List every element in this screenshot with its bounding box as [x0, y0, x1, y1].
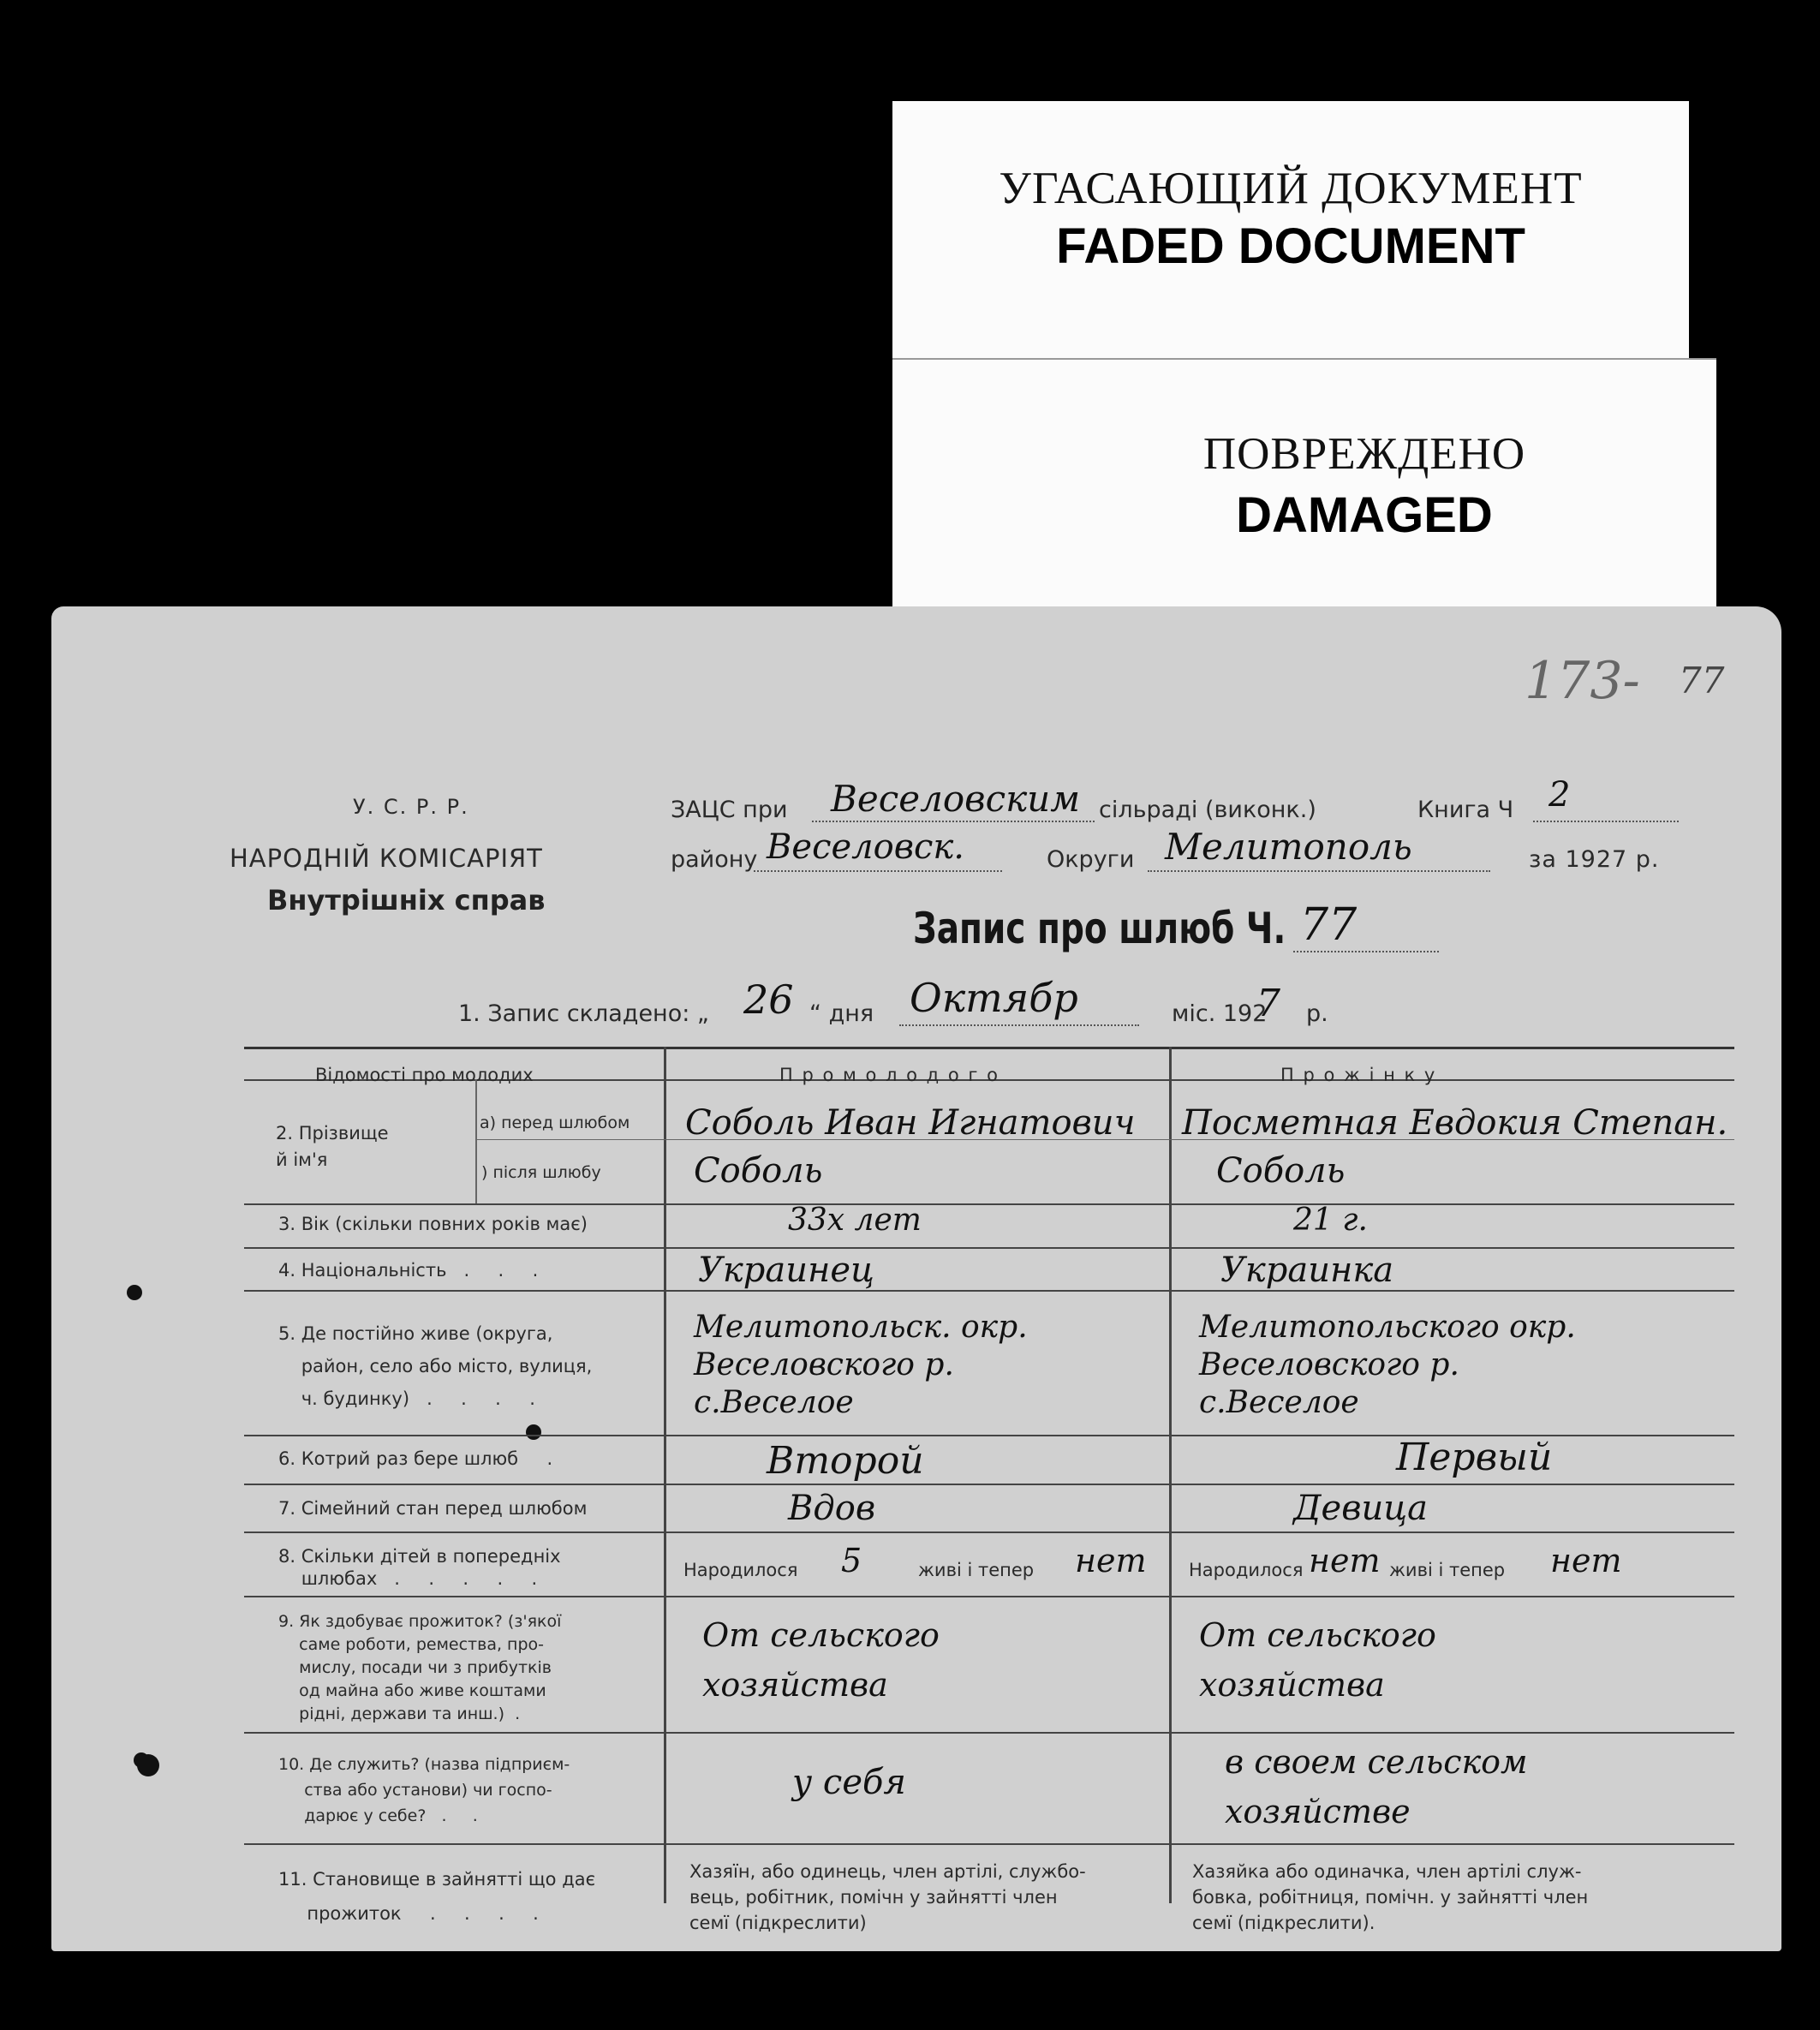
composed-year-digit: 7	[1256, 982, 1280, 1025]
col-bride-header: П р о ж і н к у	[1280, 1065, 1437, 1085]
workplace-label: 10. Де служить? (назва підприєм- ства або установи) чи госпо- дарює у себе? . .	[278, 1755, 570, 1825]
bride-age: 21 г.	[1293, 1203, 1368, 1238]
okrug-label: Округи	[1047, 846, 1135, 873]
nationality-label: 4. Національність . . .	[278, 1260, 539, 1281]
groom-born-label: Народилося	[683, 1560, 798, 1580]
zags-line	[812, 821, 1095, 822]
damaged-notice-en: DAMAGED	[1236, 487, 1493, 543]
after-marriage-label: ) після шлюбу	[481, 1163, 601, 1182]
faded-notice-en: FADED DOCUMENT	[1056, 218, 1525, 274]
zags-value: Веселовским	[831, 778, 1081, 820]
year-suffix: р.	[1306, 1000, 1328, 1027]
composed-label: 1. Запис складено: „	[458, 1000, 709, 1027]
groom-children-alive: нет	[1075, 1542, 1147, 1579]
bride-livelihood: От сельского хозяйства	[1199, 1616, 1436, 1704]
family-status-label: 7. Сімейний стан перед шлюбом	[278, 1498, 588, 1519]
okrug-value: Мелитополь	[1165, 826, 1412, 868]
residence-label: 5. Де постійно живе (округа, район, село або місто, вулиця, ч. будинку) . . . .	[278, 1323, 593, 1409]
book-line	[1533, 821, 1679, 822]
surname-label: 2. Прізвище й ім'я	[276, 1123, 389, 1170]
composed-day: 26	[743, 976, 794, 1023]
groom-name-after: Соболь	[694, 1151, 823, 1191]
groom-age: 33х лет	[788, 1203, 922, 1238]
bride-occupation: Хазяйка або одиначка, член артілі служ- бовка, робітниця, помічн. у зайнятті член семї (підкреслити).	[1192, 1861, 1589, 1933]
state-label: У. С. Р. Р.	[353, 795, 469, 819]
groom-children-born: 5	[841, 1542, 862, 1579]
day-label: “ дня	[809, 1000, 874, 1027]
book-value: 2	[1548, 775, 1571, 815]
record-number-line	[1293, 951, 1439, 952]
raion-value: Веселовск.	[767, 827, 964, 867]
groom-name-before: Соболь Иван Игнатович	[685, 1103, 1136, 1143]
punch-hole	[127, 1285, 142, 1300]
ministry-label: НАРОДНІЙ КОМІСАРІЯТ	[230, 844, 543, 873]
before-marriage-label: а) перед шлюбом	[480, 1114, 630, 1132]
selrada-label: сільраді (виконк.)	[1099, 797, 1316, 823]
faded-notice-ru: УГАСАЮЩИЙ ДОКУМЕНТ	[999, 164, 1583, 213]
punch-hole	[137, 1754, 159, 1776]
damaged-document-notice	[892, 358, 1716, 642]
bride-born-label: Народилося	[1189, 1560, 1304, 1580]
archive-number: 173-	[1525, 651, 1640, 711]
marriage-number-label: 6. Котрий раз бере шлюб .	[278, 1448, 553, 1469]
month-line	[899, 1024, 1139, 1026]
bride-alive-label: живі і тепер	[1389, 1560, 1506, 1580]
bride-workplace: в своем сельском хозяйстве	[1225, 1743, 1528, 1830]
groom-family-status: Вдов	[788, 1489, 876, 1528]
col-info-header: Відомості про молодих	[315, 1065, 534, 1085]
composed-month: Октябр	[910, 975, 1078, 1021]
groom-workplace: у себя	[792, 1763, 906, 1802]
livelihood-label: 9. Як здобуває прожиток? (з'якої саме роботи, ремества, про- мислу, посади чи з прибутків од майна або живе коштами рідні, держави та инш.) .	[278, 1612, 562, 1723]
month-label: міс. 192	[1172, 1000, 1268, 1027]
bride-family-status: Девица	[1293, 1489, 1428, 1528]
damaged-notice-ru: ПОВРЕЖДЕНО	[1202, 429, 1526, 479]
book-label: Книга Ч	[1417, 797, 1514, 823]
occupation-label: 11. Становище в зайнятті що дає прожиток . . . .	[278, 1869, 596, 1924]
age-label: 3. Вік (скільки повних років має)	[278, 1214, 588, 1234]
raion-line	[754, 870, 1002, 872]
children-label: 8. Скільки дітей в попередніх шлюбах . . . . .	[278, 1546, 561, 1589]
groom-occupation: Хазяїн, або одинець, член артілі, службо- вець, робітник, помічн у зайнятті член семї (підкреслити)	[689, 1861, 1086, 1933]
col-groom-header: П р о м о л о д о г о	[779, 1065, 1000, 1085]
ministry-dept-label: Внутрішніх справ	[267, 884, 546, 916]
bride-children-born: нет	[1309, 1542, 1381, 1579]
groom-alive-label: живі і тепер	[918, 1560, 1035, 1580]
groom-marriage-number: Второй	[767, 1439, 924, 1483]
record-title	[913, 904, 1286, 953]
zags-label: ЗАЦС при	[671, 797, 788, 823]
raion-label: району	[671, 846, 758, 873]
bride-residence: Мелитопольского окр. Веселовского р. с.Веселое	[1199, 1310, 1576, 1420]
groom-residence: Мелитопольск. окр. Веселовского р. с.Веселое	[694, 1310, 1028, 1420]
bride-name-after: Соболь	[1216, 1151, 1346, 1191]
groom-livelihood: От сельского хозяйства	[702, 1616, 940, 1704]
bride-children-alive: нет	[1550, 1542, 1622, 1579]
archive-number-2: 77	[1679, 660, 1725, 702]
bride-marriage-number: Первый	[1396, 1436, 1553, 1479]
year-label: за 1927 р.	[1529, 846, 1660, 873]
bride-nationality: Украинка	[1220, 1251, 1394, 1290]
bride-name-before: Посметная Евдокия Степан.	[1182, 1103, 1728, 1143]
record-title-text: Запис про шлюб Ч.	[913, 904, 1286, 953]
okrug-line	[1148, 870, 1490, 872]
record-number: 77	[1300, 899, 1358, 951]
groom-nationality: Украинец	[698, 1251, 874, 1290]
